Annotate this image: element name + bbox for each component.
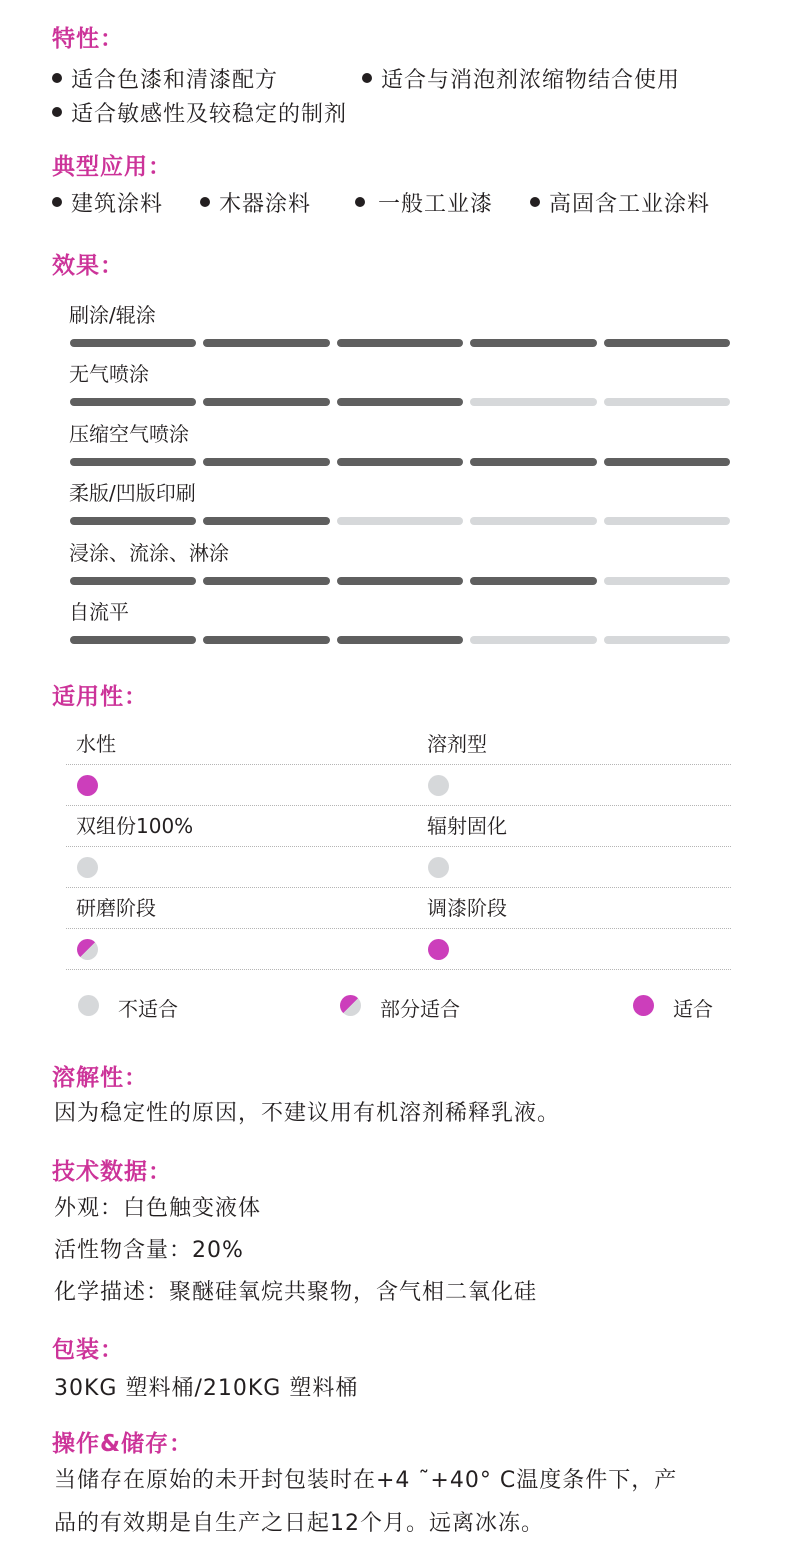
application-item: 高固含工业涂料 (530, 187, 710, 218)
performance-bar-segment (203, 339, 329, 347)
performance-bar-segment (470, 636, 596, 644)
performance-bar-segment (203, 398, 329, 406)
application-item: 木器涂料 (200, 187, 311, 218)
feature-item: 适合与消泡剂浓缩物结合使用 (362, 63, 680, 94)
feature-item: 适合色漆和清漆配方 (52, 63, 278, 94)
technical-line: 活性物含量：20% (54, 1238, 244, 1263)
suitability-rating-row (66, 929, 731, 970)
performance-label: 刷涂/辊涂 (69, 303, 156, 327)
bullet-icon (52, 197, 62, 207)
performance-bar-segment (337, 458, 463, 466)
legend-label: 部分适合 (380, 997, 460, 1021)
suitability-rating-row (66, 847, 731, 888)
performance-label: 无气喷涂 (69, 362, 149, 387)
performance-bar-segment (337, 398, 463, 406)
suitability-label: 溶剂型 (427, 732, 487, 756)
technical-heading: 技术数据： (52, 1159, 172, 1185)
performance-bar-segment (203, 636, 329, 644)
performance-label: 压缩空气喷涂 (69, 421, 189, 446)
suitability-label-row (66, 724, 731, 765)
rating-circle-icon (77, 775, 98, 796)
performance-bar-segment (70, 339, 196, 347)
application-item: 建筑涂料 (52, 187, 163, 218)
performance-bar-segment (337, 339, 463, 347)
performance-bar-segment (470, 398, 596, 406)
rating-circle-icon (428, 775, 449, 796)
performance-bar-segment (337, 577, 463, 585)
partial-circle-icon (340, 995, 361, 1016)
applications-heading: 典型应用： (52, 154, 172, 180)
performance-bar-segment (337, 517, 463, 525)
storage-line: 品的有效期是自生产之日起12个月。远离冰冻。 (54, 1511, 544, 1536)
bullet-icon (200, 197, 210, 207)
feature-item: 适合敏感性及较稳定的制剂 (52, 97, 347, 128)
performance-bar-segment (70, 636, 196, 644)
suitability-label: 水性 (76, 732, 116, 756)
performance-bar-segment (470, 458, 596, 466)
performance-bar-segment (470, 577, 596, 585)
suitability-label: 研磨阶段 (76, 896, 156, 920)
performance-bar-segment (604, 577, 730, 585)
performance-bar-segment (203, 517, 329, 525)
suitability-label-row (66, 888, 731, 929)
performance-bar-segment (604, 458, 730, 466)
performance-bar-segment (604, 339, 730, 347)
rating-circle-icon (428, 857, 449, 878)
rating-circle-icon (428, 939, 449, 960)
performance-bar (70, 458, 730, 466)
rating-circle-icon (77, 939, 98, 960)
performance-bar-segment (70, 398, 196, 406)
bullet-icon (355, 197, 365, 207)
performance-bar-segment (337, 636, 463, 644)
technical-line: 化学描述：聚醚硅氧烷共聚物，含气相二氧化硅 (54, 1280, 538, 1305)
performance-bar-segment (604, 517, 730, 525)
suitability-heading: 适用性： (52, 684, 148, 710)
suitability-label: 调漆阶段 (427, 896, 507, 920)
storage-line: 当储存在原始的未开封包装时在+4 ˜+40° C温度条件下，产 (54, 1468, 678, 1493)
application-item: 一般工业漆 (355, 187, 493, 218)
bullet-icon (362, 73, 372, 83)
performance-label: 柔版/凹版印刷 (69, 481, 196, 506)
performance-bar-segment (203, 577, 329, 585)
performance-heading: 效果： (52, 253, 124, 279)
technical-line: 外观：白色触变液体 (54, 1196, 262, 1221)
features-heading: 特性： (52, 26, 124, 52)
performance-bar-segment (70, 458, 196, 466)
bullet-icon (530, 197, 540, 207)
performance-bar-segment (203, 458, 329, 466)
solubility-text: 因为稳定性的原因，不建议用有机溶剂稀释乳液。 (54, 1101, 561, 1126)
performance-bar (70, 577, 730, 585)
bullet-icon (52, 73, 62, 83)
legend-label: 适合 (673, 997, 713, 1021)
performance-bar-segment (70, 577, 196, 585)
performance-bar (70, 398, 730, 406)
performance-bar (70, 517, 730, 525)
performance-bar (70, 339, 730, 347)
performance-bar-segment (604, 398, 730, 406)
suitability-label: 辐射固化 (427, 814, 507, 838)
performance-bar-segment (70, 517, 196, 525)
storage-heading: 操作&储存： (52, 1431, 194, 1457)
solubility-heading: 溶解性： (52, 1065, 148, 1091)
packaging-text: 30KG 塑料桶/210KG 塑料桶 (54, 1376, 359, 1401)
rating-circle-icon (77, 857, 98, 878)
suitability-table (66, 724, 731, 970)
performance-bar-segment (604, 636, 730, 644)
performance-bar-segment (470, 517, 596, 525)
performance-label: 自流平 (69, 600, 129, 624)
performance-bar (70, 636, 730, 644)
suitability-label: 双组份100% (76, 814, 194, 838)
packaging-heading: 包装： (52, 1337, 124, 1363)
suitability-label-row (66, 806, 731, 847)
performance-label: 浸涂、流涂、淋涂 (69, 540, 229, 565)
legend-label: 不适合 (118, 997, 178, 1021)
suitable-circle-icon (633, 995, 654, 1016)
suitability-rating-row (66, 765, 731, 806)
bullet-icon (52, 107, 62, 117)
performance-bar-segment (470, 339, 596, 347)
not-suitable-circle-icon (78, 995, 99, 1016)
